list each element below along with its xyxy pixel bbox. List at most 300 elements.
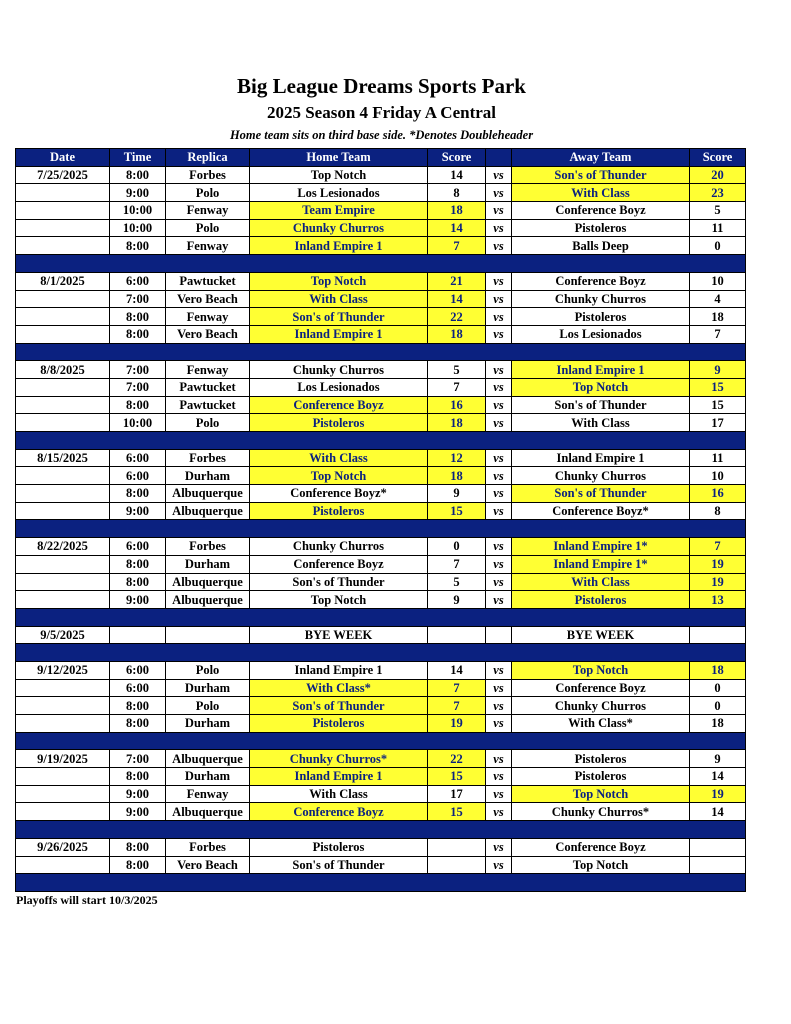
game-time: 8:00 bbox=[110, 396, 166, 414]
vs-label: vs bbox=[486, 768, 512, 786]
game-date bbox=[16, 502, 110, 520]
away-team: Pistoleros bbox=[512, 219, 690, 237]
week-separator bbox=[16, 432, 746, 450]
game-field: Vero Beach bbox=[166, 856, 250, 874]
away-score: 7 bbox=[690, 325, 746, 343]
game-date bbox=[16, 715, 110, 733]
home-score: 14 bbox=[428, 166, 486, 184]
away-score: 18 bbox=[690, 715, 746, 733]
game-row bbox=[16, 378, 746, 396]
vs-label: vs bbox=[486, 272, 512, 290]
away-score: 15 bbox=[690, 396, 746, 414]
game-time: 9:00 bbox=[110, 803, 166, 821]
game-time: 6:00 bbox=[110, 661, 166, 679]
home-team: Top Notch bbox=[250, 166, 428, 184]
away-score: 23 bbox=[690, 184, 746, 202]
game-row bbox=[16, 573, 746, 591]
week-separator bbox=[16, 732, 746, 750]
game-time: 10:00 bbox=[110, 414, 166, 432]
home-team: With Class bbox=[250, 785, 428, 803]
game-field: Polo bbox=[166, 661, 250, 679]
home-team: Son's of Thunder bbox=[250, 573, 428, 591]
home-team: Team Empire bbox=[250, 202, 428, 220]
away-team: Inland Empire 1 bbox=[512, 449, 690, 467]
away-team: Balls Deep bbox=[512, 237, 690, 255]
game-time: 10:00 bbox=[110, 202, 166, 220]
home-team: Inland Empire 1 bbox=[250, 325, 428, 343]
separator-bar bbox=[16, 608, 746, 626]
game-row bbox=[16, 166, 746, 184]
away-team: Top Notch bbox=[512, 661, 690, 679]
vs-label: vs bbox=[486, 290, 512, 308]
game-time bbox=[110, 626, 166, 644]
game-time: 10:00 bbox=[110, 219, 166, 237]
col-header-vs bbox=[486, 149, 512, 167]
game-row bbox=[16, 768, 746, 786]
vs-label: vs bbox=[486, 361, 512, 379]
vs-label: vs bbox=[486, 803, 512, 821]
game-row bbox=[16, 679, 746, 697]
vs-label: vs bbox=[486, 449, 512, 467]
away-team: Los Lesionados bbox=[512, 325, 690, 343]
home-score: 16 bbox=[428, 396, 486, 414]
game-field: Pawtucket bbox=[166, 272, 250, 290]
game-field: Albuquerque bbox=[166, 485, 250, 503]
home-score: 15 bbox=[428, 803, 486, 821]
game-time: 7:00 bbox=[110, 378, 166, 396]
home-team: Chunky Churros bbox=[250, 219, 428, 237]
vs-label: vs bbox=[486, 785, 512, 803]
vs-label: vs bbox=[486, 679, 512, 697]
home-team: With Class* bbox=[250, 679, 428, 697]
away-team: Chunky Churros* bbox=[512, 803, 690, 821]
game-row bbox=[16, 219, 746, 237]
game-row bbox=[16, 414, 746, 432]
home-score: 19 bbox=[428, 715, 486, 733]
home-team: Pistoleros bbox=[250, 838, 428, 856]
separator-bar bbox=[16, 874, 746, 892]
away-score: 10 bbox=[690, 272, 746, 290]
game-field: Albuquerque bbox=[166, 502, 250, 520]
home-score: 9 bbox=[428, 485, 486, 503]
home-team: Pistoleros bbox=[250, 502, 428, 520]
game-row bbox=[16, 838, 746, 856]
game-date bbox=[16, 679, 110, 697]
away-score: 19 bbox=[690, 555, 746, 573]
game-row bbox=[16, 856, 746, 874]
game-field: Fenway bbox=[166, 785, 250, 803]
vs-label: vs bbox=[486, 591, 512, 609]
game-row bbox=[16, 626, 746, 644]
vs-label: vs bbox=[486, 202, 512, 220]
home-team: Los Lesionados bbox=[250, 184, 428, 202]
game-row bbox=[16, 803, 746, 821]
separator-bar bbox=[16, 732, 746, 750]
home-score bbox=[428, 856, 486, 874]
vs-label: vs bbox=[486, 308, 512, 326]
game-date: 9/12/2025 bbox=[16, 661, 110, 679]
game-field: Polo bbox=[166, 414, 250, 432]
game-field: Durham bbox=[166, 679, 250, 697]
away-team: Son's of Thunder bbox=[512, 396, 690, 414]
home-score: 15 bbox=[428, 502, 486, 520]
game-date bbox=[16, 290, 110, 308]
game-time: 8:00 bbox=[110, 838, 166, 856]
home-team: Chunky Churros* bbox=[250, 750, 428, 768]
home-team: Inland Empire 1 bbox=[250, 237, 428, 255]
game-date bbox=[16, 414, 110, 432]
game-field: Durham bbox=[166, 467, 250, 485]
col-header-away-team: Away Team bbox=[512, 149, 690, 167]
game-time: 9:00 bbox=[110, 785, 166, 803]
vs-label: vs bbox=[486, 715, 512, 733]
game-row bbox=[16, 308, 746, 326]
home-team: BYE WEEK bbox=[250, 626, 428, 644]
away-team: With Class bbox=[512, 414, 690, 432]
separator-bar bbox=[16, 343, 746, 361]
game-row bbox=[16, 502, 746, 520]
game-date bbox=[16, 573, 110, 591]
game-field: Fenway bbox=[166, 361, 250, 379]
away-team: Pistoleros bbox=[512, 750, 690, 768]
away-team: Conference Boyz bbox=[512, 202, 690, 220]
home-score: 5 bbox=[428, 573, 486, 591]
vs-label: vs bbox=[486, 467, 512, 485]
away-score: 0 bbox=[690, 679, 746, 697]
game-field: Pawtucket bbox=[166, 378, 250, 396]
home-score: 18 bbox=[428, 202, 486, 220]
away-team: Son's of Thunder bbox=[512, 485, 690, 503]
game-date bbox=[16, 803, 110, 821]
game-time: 8:00 bbox=[110, 715, 166, 733]
away-score: 19 bbox=[690, 785, 746, 803]
away-score: 14 bbox=[690, 803, 746, 821]
game-row bbox=[16, 449, 746, 467]
away-team: Conference Boyz bbox=[512, 838, 690, 856]
game-row bbox=[16, 325, 746, 343]
game-time: 7:00 bbox=[110, 290, 166, 308]
away-team: Conference Boyz bbox=[512, 272, 690, 290]
vs-label: vs bbox=[486, 750, 512, 768]
away-score: 0 bbox=[690, 697, 746, 715]
game-row bbox=[16, 555, 746, 573]
game-field: Forbes bbox=[166, 449, 250, 467]
vs-label: vs bbox=[486, 325, 512, 343]
game-row bbox=[16, 202, 746, 220]
home-score: 7 bbox=[428, 378, 486, 396]
game-field: Fenway bbox=[166, 202, 250, 220]
game-time: 6:00 bbox=[110, 679, 166, 697]
away-score bbox=[690, 856, 746, 874]
away-team: Conference Boyz* bbox=[512, 502, 690, 520]
game-field: Pawtucket bbox=[166, 396, 250, 414]
vs-label: vs bbox=[486, 219, 512, 237]
col-header-time: Time bbox=[110, 149, 166, 167]
game-row bbox=[16, 396, 746, 414]
schedule-body bbox=[16, 166, 746, 891]
away-score: 9 bbox=[690, 361, 746, 379]
game-date bbox=[16, 467, 110, 485]
home-score: 21 bbox=[428, 272, 486, 290]
away-team: BYE WEEK bbox=[512, 626, 690, 644]
game-field: Forbes bbox=[166, 166, 250, 184]
game-row bbox=[16, 697, 746, 715]
game-row bbox=[16, 237, 746, 255]
away-score bbox=[690, 838, 746, 856]
home-score: 7 bbox=[428, 679, 486, 697]
away-team: Inland Empire 1* bbox=[512, 538, 690, 556]
home-score: 7 bbox=[428, 697, 486, 715]
schedule-note: Home team sits on third base side. *Denotes Doubleheader bbox=[229, 128, 534, 142]
col-header-home-score: Score bbox=[428, 149, 486, 167]
game-row bbox=[16, 785, 746, 803]
away-team: Inland Empire 1 bbox=[512, 361, 690, 379]
game-row bbox=[16, 715, 746, 733]
week-separator bbox=[16, 520, 746, 538]
home-score: 5 bbox=[428, 361, 486, 379]
game-time: 8:00 bbox=[110, 325, 166, 343]
home-team: Inland Empire 1 bbox=[250, 768, 428, 786]
game-field: Durham bbox=[166, 555, 250, 573]
home-score: 14 bbox=[428, 290, 486, 308]
game-field: Albuquerque bbox=[166, 803, 250, 821]
away-score: 19 bbox=[690, 573, 746, 591]
away-score: 18 bbox=[690, 661, 746, 679]
game-row bbox=[16, 467, 746, 485]
away-score: 9 bbox=[690, 750, 746, 768]
away-score: 15 bbox=[690, 378, 746, 396]
home-score: 7 bbox=[428, 555, 486, 573]
col-header-replica: Replica bbox=[166, 149, 250, 167]
game-date bbox=[16, 184, 110, 202]
game-field: Vero Beach bbox=[166, 290, 250, 308]
playoffs-note: Playoffs will start 10/3/2025 bbox=[16, 893, 158, 907]
game-time: 8:00 bbox=[110, 166, 166, 184]
home-team: With Class bbox=[250, 290, 428, 308]
away-team: Conference Boyz bbox=[512, 679, 690, 697]
game-field: Forbes bbox=[166, 538, 250, 556]
home-score: 12 bbox=[428, 449, 486, 467]
game-time: 8:00 bbox=[110, 856, 166, 874]
home-team: Los Lesionados bbox=[250, 378, 428, 396]
game-date bbox=[16, 591, 110, 609]
separator-bar bbox=[16, 644, 746, 662]
away-team: Pistoleros bbox=[512, 768, 690, 786]
away-score: 14 bbox=[690, 768, 746, 786]
away-team: With Class bbox=[512, 184, 690, 202]
away-score: 17 bbox=[690, 414, 746, 432]
home-team: Inland Empire 1 bbox=[250, 661, 428, 679]
away-score: 11 bbox=[690, 449, 746, 467]
home-team: Son's of Thunder bbox=[250, 856, 428, 874]
game-time: 6:00 bbox=[110, 449, 166, 467]
game-date bbox=[16, 856, 110, 874]
game-time: 8:00 bbox=[110, 768, 166, 786]
home-score bbox=[428, 626, 486, 644]
game-time: 6:00 bbox=[110, 538, 166, 556]
away-team: Son's of Thunder bbox=[512, 166, 690, 184]
separator-bar bbox=[16, 520, 746, 538]
vs-label: vs bbox=[486, 573, 512, 591]
home-team: Conference Boyz* bbox=[250, 485, 428, 503]
game-row bbox=[16, 538, 746, 556]
home-score bbox=[428, 838, 486, 856]
away-score: 10 bbox=[690, 467, 746, 485]
game-time: 9:00 bbox=[110, 502, 166, 520]
game-row bbox=[16, 290, 746, 308]
vs-label: vs bbox=[486, 396, 512, 414]
game-date: 8/8/2025 bbox=[16, 361, 110, 379]
game-date: 7/25/2025 bbox=[16, 166, 110, 184]
page-title: Big League Dreams Sports Park bbox=[237, 74, 526, 98]
game-field: Polo bbox=[166, 219, 250, 237]
game-date bbox=[16, 325, 110, 343]
game-date bbox=[16, 697, 110, 715]
home-team: Chunky Churros bbox=[250, 538, 428, 556]
separator-bar bbox=[16, 821, 746, 839]
game-date bbox=[16, 785, 110, 803]
game-time: 9:00 bbox=[110, 184, 166, 202]
home-score: 0 bbox=[428, 538, 486, 556]
vs-label: vs bbox=[486, 184, 512, 202]
game-time: 6:00 bbox=[110, 272, 166, 290]
separator-bar bbox=[16, 432, 746, 450]
vs-label: vs bbox=[486, 661, 512, 679]
away-team: Pistoleros bbox=[512, 591, 690, 609]
game-field: Albuquerque bbox=[166, 573, 250, 591]
vs-label: vs bbox=[486, 237, 512, 255]
vs-label: vs bbox=[486, 378, 512, 396]
game-time: 9:00 bbox=[110, 591, 166, 609]
vs-label: vs bbox=[486, 697, 512, 715]
game-row bbox=[16, 485, 746, 503]
vs-label: vs bbox=[486, 414, 512, 432]
game-field bbox=[166, 626, 250, 644]
home-score: 17 bbox=[428, 785, 486, 803]
away-score: 13 bbox=[690, 591, 746, 609]
game-time: 8:00 bbox=[110, 555, 166, 573]
game-time: 8:00 bbox=[110, 573, 166, 591]
home-score: 18 bbox=[428, 414, 486, 432]
game-date: 9/19/2025 bbox=[16, 750, 110, 768]
home-team: Pistoleros bbox=[250, 715, 428, 733]
vs-label: vs bbox=[486, 555, 512, 573]
game-time: 8:00 bbox=[110, 697, 166, 715]
home-score: 15 bbox=[428, 768, 486, 786]
game-time: 6:00 bbox=[110, 467, 166, 485]
vs-label: vs bbox=[486, 856, 512, 874]
home-score: 7 bbox=[428, 237, 486, 255]
away-score: 18 bbox=[690, 308, 746, 326]
game-date bbox=[16, 308, 110, 326]
home-team: Conference Boyz bbox=[250, 396, 428, 414]
home-score: 9 bbox=[428, 591, 486, 609]
home-team: Conference Boyz bbox=[250, 803, 428, 821]
game-field: Durham bbox=[166, 715, 250, 733]
week-separator bbox=[16, 821, 746, 839]
away-score: 7 bbox=[690, 538, 746, 556]
away-team: Inland Empire 1* bbox=[512, 555, 690, 573]
game-field: Durham bbox=[166, 768, 250, 786]
away-score: 8 bbox=[690, 502, 746, 520]
away-score: 11 bbox=[690, 219, 746, 237]
game-row bbox=[16, 591, 746, 609]
week-separator bbox=[16, 255, 746, 273]
away-team: Top Notch bbox=[512, 785, 690, 803]
away-score bbox=[690, 626, 746, 644]
game-date: 9/5/2025 bbox=[16, 626, 110, 644]
col-header-home-team: Home Team bbox=[250, 149, 428, 167]
game-time: 8:00 bbox=[110, 485, 166, 503]
game-date bbox=[16, 202, 110, 220]
vs-label: vs bbox=[486, 502, 512, 520]
game-field: Fenway bbox=[166, 308, 250, 326]
game-row bbox=[16, 272, 746, 290]
week-separator bbox=[16, 644, 746, 662]
away-team: With Class bbox=[512, 573, 690, 591]
home-team: Top Notch bbox=[250, 591, 428, 609]
vs-label bbox=[486, 626, 512, 644]
game-field: Polo bbox=[166, 184, 250, 202]
home-team: Pistoleros bbox=[250, 414, 428, 432]
away-score: 0 bbox=[690, 237, 746, 255]
away-team: Top Notch bbox=[512, 856, 690, 874]
game-field: Polo bbox=[166, 697, 250, 715]
game-row bbox=[16, 184, 746, 202]
home-score: 22 bbox=[428, 308, 486, 326]
home-team: Top Notch bbox=[250, 467, 428, 485]
vs-label: vs bbox=[486, 538, 512, 556]
away-score: 16 bbox=[690, 485, 746, 503]
away-team: Chunky Churros bbox=[512, 467, 690, 485]
game-field: Albuquerque bbox=[166, 750, 250, 768]
game-row bbox=[16, 661, 746, 679]
game-date: 9/26/2025 bbox=[16, 838, 110, 856]
game-date bbox=[16, 396, 110, 414]
header-row bbox=[16, 149, 746, 167]
game-date bbox=[16, 485, 110, 503]
game-time: 8:00 bbox=[110, 237, 166, 255]
game-date bbox=[16, 237, 110, 255]
home-score: 8 bbox=[428, 184, 486, 202]
game-field: Albuquerque bbox=[166, 591, 250, 609]
home-score: 22 bbox=[428, 750, 486, 768]
game-date bbox=[16, 219, 110, 237]
schedule-table bbox=[15, 148, 746, 892]
home-score: 18 bbox=[428, 325, 486, 343]
home-score: 18 bbox=[428, 467, 486, 485]
home-team: Son's of Thunder bbox=[250, 697, 428, 715]
away-score: 20 bbox=[690, 166, 746, 184]
col-header-date: Date bbox=[16, 149, 110, 167]
game-date bbox=[16, 555, 110, 573]
home-team: Conference Boyz bbox=[250, 555, 428, 573]
away-team: Top Notch bbox=[512, 378, 690, 396]
vs-label: vs bbox=[486, 838, 512, 856]
game-row bbox=[16, 361, 746, 379]
week-separator bbox=[16, 608, 746, 626]
col-header-away-score: Score bbox=[690, 149, 746, 167]
page-subtitle: 2025 Season 4 Friday A Central bbox=[266, 103, 497, 122]
home-team: Chunky Churros bbox=[250, 361, 428, 379]
game-time: 7:00 bbox=[110, 361, 166, 379]
game-date: 8/22/2025 bbox=[16, 538, 110, 556]
home-team: With Class bbox=[250, 449, 428, 467]
game-row bbox=[16, 750, 746, 768]
away-score: 4 bbox=[690, 290, 746, 308]
game-date bbox=[16, 768, 110, 786]
home-team: Son's of Thunder bbox=[250, 308, 428, 326]
